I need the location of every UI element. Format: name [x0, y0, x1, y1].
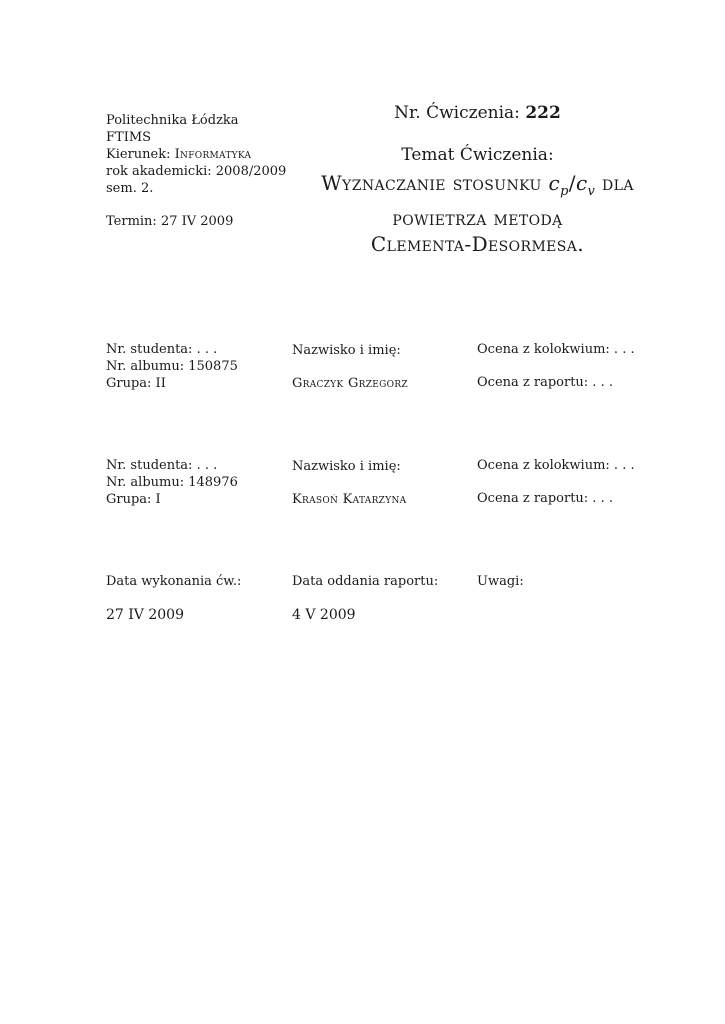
- semester: sem. 2.: [106, 181, 154, 196]
- student-1-report-grade: Ocena z raportu: . . .: [477, 375, 613, 390]
- exercise-title: [300, 170, 655, 257]
- academic-year: rok akademicki: 2008/2009: [106, 164, 287, 179]
- group: Grupa: II: [106, 376, 166, 391]
- student-2-ids: [106, 457, 238, 508]
- title-line-3: Clementa-Desormesa.: [370, 232, 585, 256]
- header-info: [106, 112, 306, 230]
- group: Grupa: I: [106, 492, 161, 507]
- exercise-number: Nr. Ćwiczenia: 222: [394, 103, 561, 123]
- album-number: Nr. albumu: 148976: [106, 475, 238, 490]
- student-2-colloquium-grade: Ocena z kolokwium: . . .: [477, 458, 635, 473]
- student-1-colloquium-grade: Ocena z kolokwium: . . .: [477, 342, 635, 357]
- student-number: Nr. studenta: . . .: [106, 458, 218, 473]
- report-date-label: Data oddania raportu:: [292, 574, 439, 589]
- topic-label: Temat Ćwiczenia:: [401, 145, 554, 165]
- student-1-ids: [106, 341, 238, 392]
- student-number: Nr. studenta: . . .: [106, 342, 218, 357]
- album-number: Nr. albumu: 150875: [106, 359, 238, 374]
- student-1-name-label: Nazwisko i imię:: [292, 343, 401, 358]
- term-date: Termin: 27 IV 2009: [106, 214, 234, 229]
- field-of-study: Kierunek: Informatyka: [106, 147, 252, 162]
- exercise-header: [300, 100, 655, 257]
- student-2-report-grade: Ocena z raportu: . . .: [477, 491, 613, 506]
- title-line-2: powietrza metodą: [392, 206, 563, 230]
- student-2-name-label: Nazwisko i imię:: [292, 459, 401, 474]
- execution-date: 27 IV 2009: [106, 607, 184, 623]
- faculty-name: FTIMS: [106, 130, 152, 145]
- student-1-name: Graczyk Grzegorz: [292, 376, 408, 391]
- report-date: 4 V 2009: [292, 607, 356, 623]
- student-2-name: Krasoń Katarzyna: [292, 492, 407, 507]
- title-line-1: Wyznaczanie stosunku $c_p/c_v$ dla: [321, 171, 634, 199]
- field-value: Informatyka: [174, 147, 252, 162]
- execution-date-label: Data wykonania ćw.:: [106, 574, 242, 589]
- university-name: Politechnika Łódzka: [106, 113, 239, 128]
- remarks-label: Uwagi:: [477, 574, 524, 589]
